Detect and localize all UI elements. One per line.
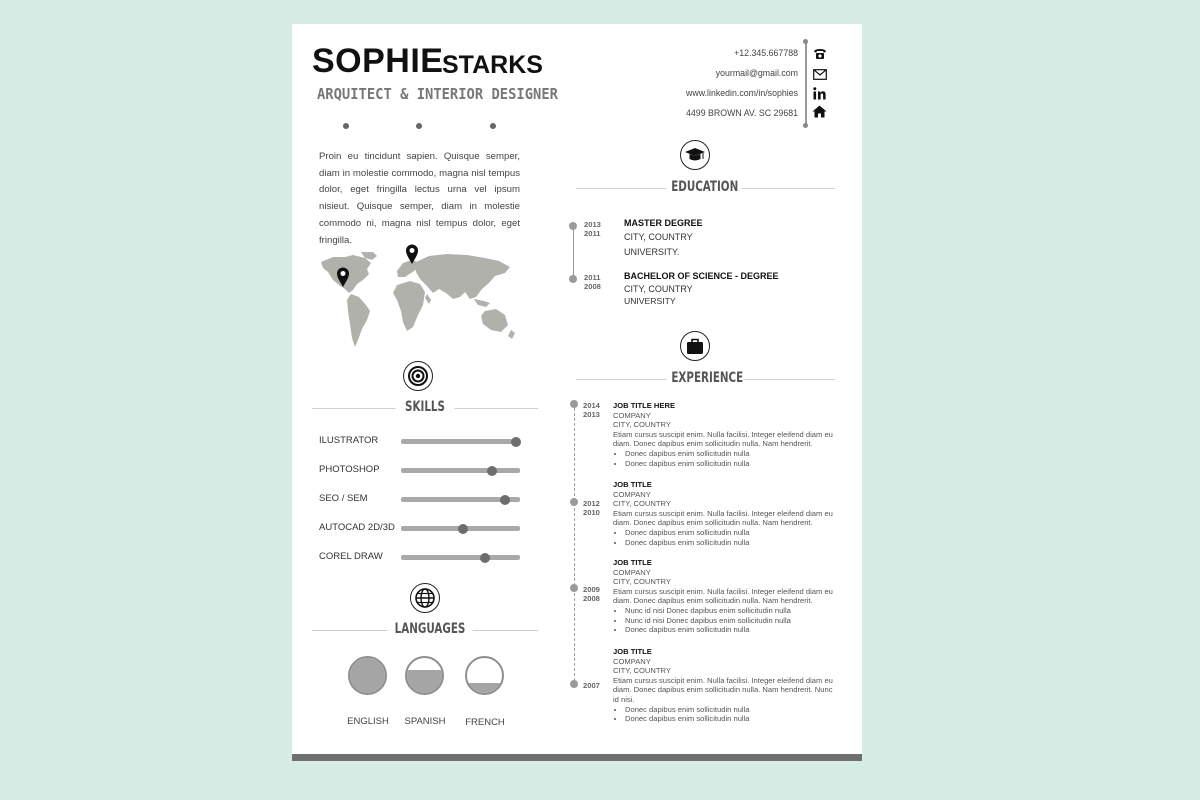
- job-description: Etiam cursus suscipit enim. Nulla facilisi. Integer eleifend diam eu diam. Donec dapibus enim sollicitudin nulla. Nam hendrerit. Nunc id nisi.: [613, 675, 833, 704]
- year-start: 2012: [583, 499, 600, 508]
- job-bullet: • Donec dapibus enim sollicitudin nulla: [625, 705, 838, 715]
- contact-email[interactable]: yourmail@gmail.com: [715, 68, 798, 78]
- divider-dot: [343, 123, 349, 129]
- timeline-dot: [569, 275, 577, 283]
- language-level-fill: [350, 658, 385, 693]
- year-start: 2011: [584, 273, 601, 282]
- language-level-fill: [467, 683, 502, 694]
- year-end: 2013: [583, 410, 600, 419]
- degree-school: UNIVERSITY.: [624, 247, 680, 257]
- job-bullets: [613, 705, 838, 724]
- page-bottom-bar: [292, 754, 862, 761]
- skill-level-marker: [487, 466, 497, 476]
- job-description: Etiam cursus suscipit enim. Nulla facilisi. Integer eleifend diam eu diam. Donec dapibus enim sollicitudin nulla. Nam hendrerit.: [613, 586, 833, 606]
- year-start: 2009: [583, 585, 600, 594]
- year-end: 2008: [584, 282, 601, 291]
- degree-location: CITY, COUNTRY: [624, 284, 693, 294]
- job-bullet: • Donec dapibus enim sollicitudin nulla: [625, 459, 838, 469]
- language-level-circle: [465, 656, 504, 695]
- job-description: Etiam cursus suscipit enim. Nulla facilisi. Integer eleifend diam eu diam. Donec dapibus enim sollicitudin nulla. Nam hendrerit.: [613, 429, 833, 449]
- skills-heading: SKILLS: [395, 399, 454, 415]
- contact-linkedin[interactable]: www.linkedin.com/in/sophies: [686, 88, 798, 98]
- divider-dot: [416, 123, 422, 129]
- languages-heading: LANGUAGES: [387, 621, 472, 637]
- contact-divider: [805, 42, 807, 127]
- job-entry: [613, 480, 838, 547]
- last-name: STARKS: [442, 51, 543, 79]
- year-start: 2013: [584, 220, 601, 229]
- language-level-circle: [348, 656, 387, 695]
- divider-dot: [803, 123, 808, 128]
- divider-dot: [803, 39, 808, 44]
- job-entry: [613, 401, 838, 468]
- first-name: SOPHIE: [312, 42, 444, 80]
- degree-location: CITY, COUNTRY: [624, 232, 693, 242]
- job-title: JOB TITLE: [613, 558, 652, 567]
- year-end: 2011: [584, 229, 601, 238]
- degree-title: BACHELOR OF SCIENCE - DEGREE: [624, 271, 779, 281]
- briefcase-icon: [680, 331, 710, 361]
- job-bullets: [613, 606, 838, 635]
- timeline-dot: [570, 498, 578, 506]
- phone-icon: [813, 47, 827, 61]
- year-start: 2014: [583, 401, 600, 410]
- skill-label: ILUSTRATOR: [319, 435, 379, 446]
- education-heading: EDUCATION: [666, 179, 741, 195]
- year-end: 2010: [583, 508, 600, 517]
- job-entry: [613, 647, 838, 724]
- globe-icon: [410, 583, 440, 613]
- map-pin-icon: [405, 243, 419, 265]
- job-bullet: • Donec dapibus enim sollicitudin nulla: [625, 625, 838, 635]
- divider-dot: [490, 123, 496, 129]
- job-bullet: • Donec dapibus enim sollicitudin nulla: [625, 714, 838, 724]
- experience-timeline: [574, 408, 575, 686]
- job-company: COMPANY: [613, 410, 651, 420]
- skill-label: COREL DRAW: [319, 551, 383, 562]
- language-label: FRENCH: [465, 717, 505, 728]
- job-bullet: • Donec dapibus enim sollicitudin nulla: [625, 528, 838, 538]
- job-location: CITY, COUNTRY: [613, 420, 671, 430]
- linkedin-icon[interactable]: [813, 87, 826, 100]
- job-title: ARQUITECT & INTERIOR DESIGNER: [317, 85, 558, 103]
- language-level-fill: [407, 670, 442, 693]
- skill-level-marker: [480, 553, 490, 563]
- skill-bar: [401, 555, 520, 560]
- year-end: 2008: [583, 594, 600, 603]
- skill-level-marker: [500, 495, 510, 505]
- skill-level-marker: [511, 437, 521, 447]
- job-bullet: • Donec dapibus enim sollicitudin nulla: [625, 449, 838, 459]
- language-label: SPANISH: [404, 716, 446, 727]
- timeline-dot: [570, 680, 578, 688]
- job-bullets: [613, 449, 838, 468]
- job-bullets: [613, 528, 838, 547]
- skill-level-marker: [458, 524, 468, 534]
- skill-label: PHOTOSHOP: [319, 464, 380, 475]
- degree-title: MASTER DEGREE: [624, 218, 703, 228]
- skill-bar: [401, 439, 520, 444]
- timeline-dot: [570, 400, 578, 408]
- job-description: Etiam cursus suscipit enim. Nulla facilisi. Integer eleifend diam eu diam. Donec dapibus enim sollicitudin nulla. Nam hendrerit.: [613, 508, 833, 528]
- job-location: CITY, COUNTRY: [613, 499, 671, 509]
- skill-label: SEO / SEM: [319, 493, 368, 504]
- education-timeline: [573, 224, 574, 281]
- map-pin-icon: [336, 266, 350, 288]
- job-location: CITY, COUNTRY: [613, 666, 671, 676]
- bio-text: Proin eu tincidunt sapien. Quisque semper, diam in molestie commodo, magna nisl tempus dolor, eget fringilla lectus urna vel ipsum nisieut. Quisque semper, diam in molestie commodo ni, magna nisl tempus dolor, eget fringilla.: [319, 151, 520, 246]
- language-level-circle: [405, 656, 444, 695]
- job-title: JOB TITLE: [613, 647, 652, 656]
- target-icon: [403, 361, 433, 391]
- timeline-dot: [570, 584, 578, 592]
- job-title: JOB TITLE: [613, 480, 652, 489]
- home-icon: [812, 105, 827, 118]
- timeline-dot: [569, 222, 577, 230]
- year-start: 2007: [583, 681, 600, 690]
- job-location: CITY, COUNTRY: [613, 577, 671, 587]
- contact-address: 4499 BROWN AV. SC 29681: [686, 108, 798, 118]
- contact-phone: +12.345.667788: [734, 48, 798, 58]
- job-company: COMPANY: [613, 656, 651, 666]
- resume-page: [292, 24, 862, 754]
- language-label: ENGLISH: [347, 716, 389, 727]
- degree-school: UNIVERSITY: [624, 296, 676, 306]
- job-bullet: • Nunc id nisi Donec dapibus enim sollicitudin nulla: [625, 616, 838, 626]
- graduation-cap-icon: [680, 140, 710, 170]
- experience-heading: EXPERIENCE: [666, 370, 743, 386]
- envelope-icon: [813, 69, 827, 80]
- job-bullet: • Nunc id nisi Donec dapibus enim sollicitudin nulla: [625, 606, 838, 616]
- job-company: COMPANY: [613, 567, 651, 577]
- job-company: COMPANY: [613, 489, 651, 499]
- job-bullet: • Donec dapibus enim sollicitudin nulla: [625, 538, 838, 548]
- skill-bar: [401, 468, 520, 473]
- job-title: JOB TITLE HERE: [613, 401, 676, 410]
- skill-label: AUTOCAD 2D/3D: [319, 522, 395, 533]
- job-entry: [613, 558, 838, 635]
